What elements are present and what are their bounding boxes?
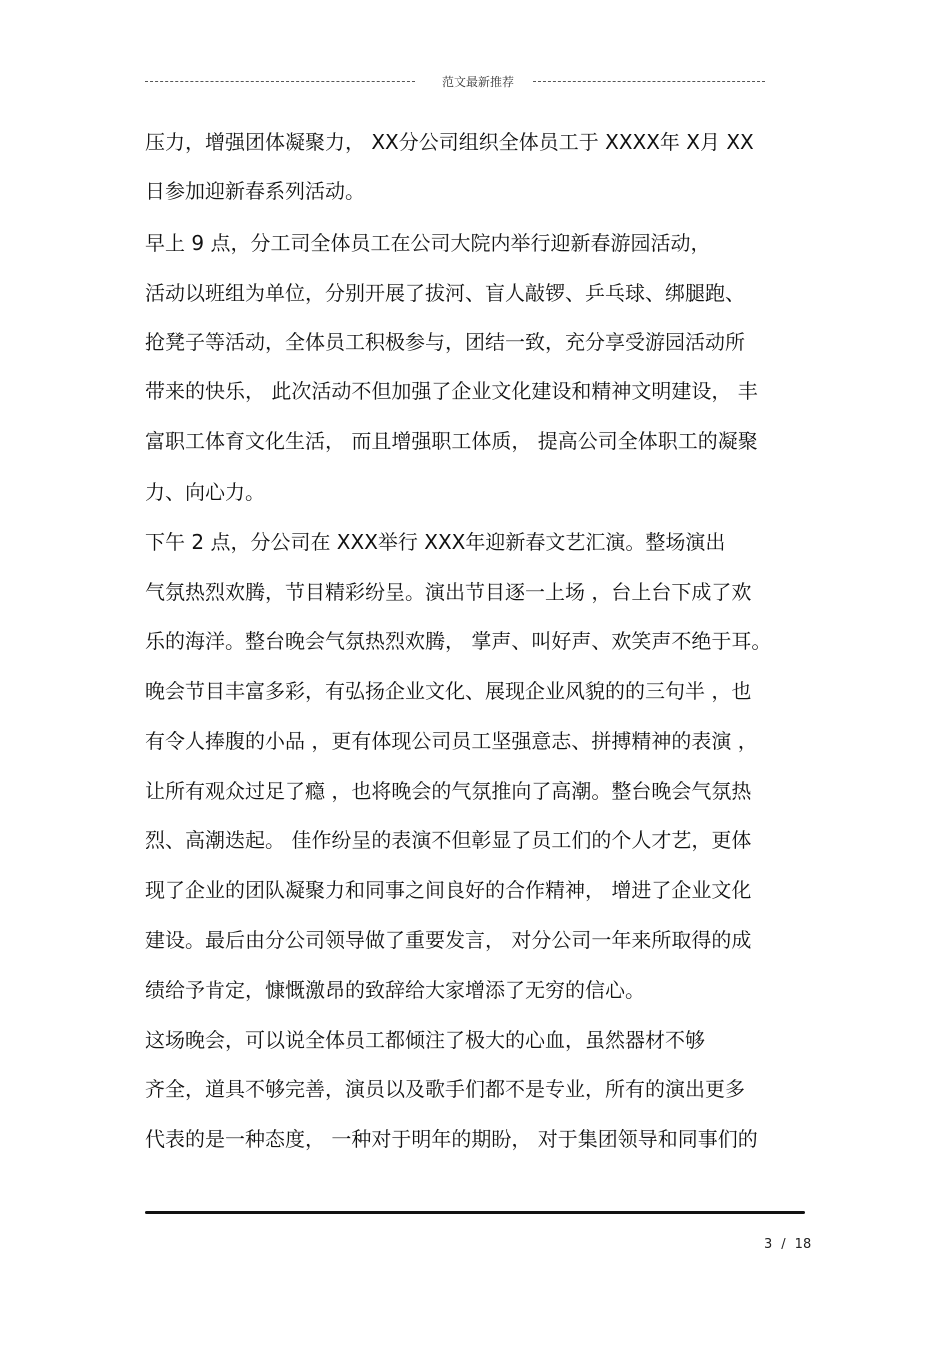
page-number [764, 1236, 811, 1254]
body-line-15: 烈、高潮迭起。 佳作纷呈的表演不但彰显了员工们的个人才艺，更体 [145, 828, 752, 852]
body-line-4: 活动以班组为单位，分别开展了拔河、盲人敲锣、乒乓球、绑腿跑、 [145, 281, 745, 305]
body-line-21: 代表的是一种态度， 一种对于明年的期盼， 对于集团领导和同事们的 [145, 1127, 758, 1151]
body-line-16: 现了企业的团队凝聚力和同事之间良好的合作精神， 增进了企业文化 [145, 878, 752, 902]
body-line-6: 带来的快乐， 此次活动不但加强了企业文化建设和精神文明建设， 丰 [145, 379, 758, 403]
body-line-10: 气氛热烈欢腾，节目精彩纷呈。演出节目逐一上场 ，台上台下成了欢 [145, 580, 752, 604]
body-line-5: 抢凳子等活动，全体员工积极参与，团结一致，充分享受游园活动所 [145, 330, 745, 354]
body-line-7: 富职工体育文化生活， 而且增强职工体质， 提高公司全体职工的凝聚 [145, 429, 758, 453]
page-current: 3 [764, 1237, 773, 1252]
body-line-17: 建设。最后由分公司领导做了重要发言， 对分公司一年来所取得的成 [145, 928, 752, 952]
page-total: 18 [794, 1237, 812, 1252]
body-line-18: 绩给予肯定，慷慨激昂的致辞给大家增添了无穷的信心。 [145, 978, 645, 1002]
header-title: 范文最新推荐 [442, 75, 515, 89]
body-line-19: 这场晚会，可以说全体员工都倾注了极大的心血，虽然器材不够 [145, 1028, 705, 1052]
page-header [145, 72, 765, 92]
header-divider-right [533, 81, 765, 82]
body-line-1: 压力，增强团体凝聚力， XX分公司组织全体员工于 XXXX年 X月 XX [145, 130, 754, 154]
footer-divider [145, 1211, 805, 1214]
header-divider-left [145, 81, 415, 82]
body-line-13: 有令人捧腹的小品 ，更有体现公司员工坚强意志、拼搏精神的表演 ， [145, 729, 758, 753]
page-separator: / [781, 1237, 786, 1252]
body-line-8: 力、向心力。 [145, 480, 265, 504]
body-line-11: 乐的海洋。整台晚会气氛热烈欢腾， 掌声、叫好声、欢笑声不绝于耳。 [145, 629, 772, 653]
body-line-2: 日参加迎新春系列活动。 [145, 179, 365, 203]
body-line-12: 晚会节目丰富多彩，有弘扬企业文化、展现企业风貌的的三句半 ，也 [145, 679, 752, 703]
body-line-20: 齐全，道具不够完善，演员以及歌手们都不是专业，所有的演出更多 [145, 1077, 745, 1101]
body-line-9: 下午 2 点，分公司在 XXX举行 XXX年迎新春文艺汇演。整场演出 [145, 530, 726, 554]
body-line-3: 早上 9 点，分工司全体员工在公司大院内举行迎新春游园活动， [145, 231, 711, 255]
body-line-14: 让所有观众过足了瘾 ，也将晚会的气氛推向了高潮。整台晚会气氛热 [145, 779, 752, 803]
